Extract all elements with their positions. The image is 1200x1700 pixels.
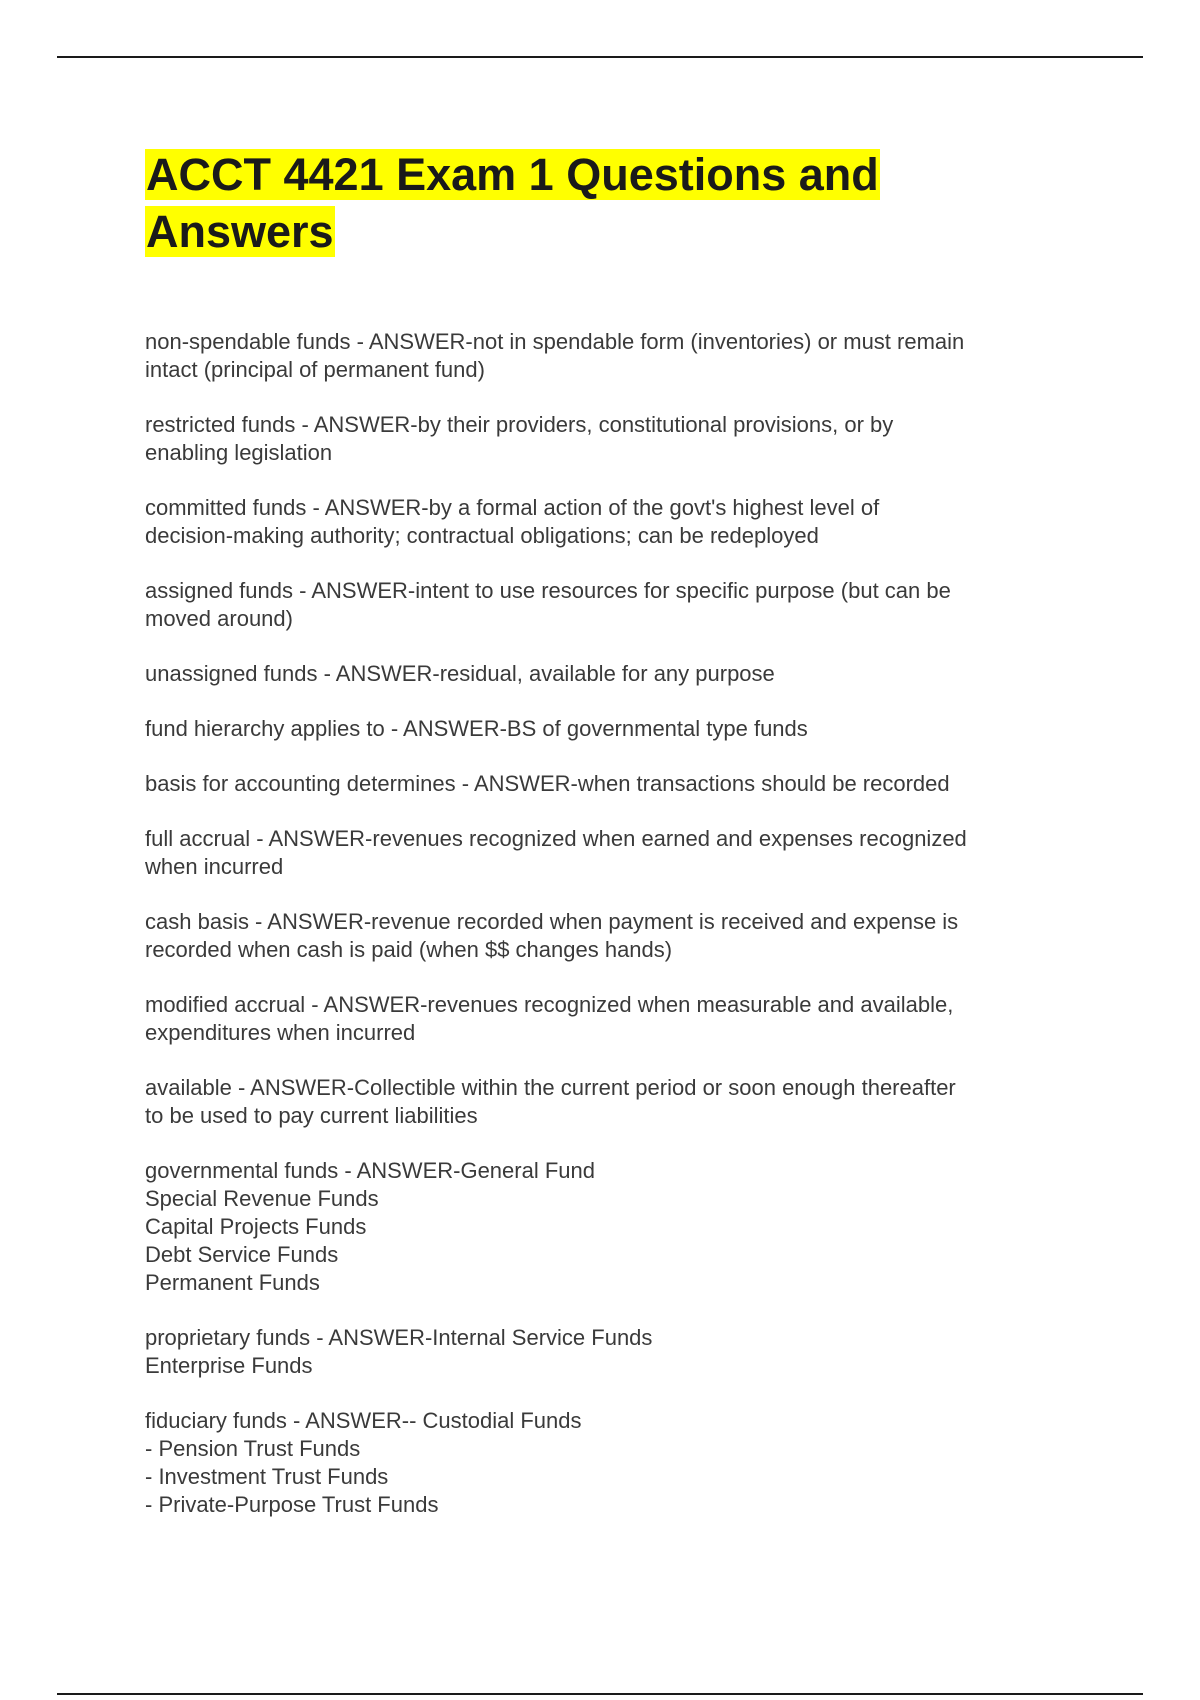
qa-item [145, 494, 1070, 550]
qa-answer-line: expenditures when incurred [145, 1020, 416, 1045]
title-block [145, 146, 1045, 260]
qa-answer-line: when incurred [145, 854, 284, 879]
qa-term-answer: restricted funds - ANSWER-by their providers, constitutional provisions, or by [145, 412, 894, 437]
title-line-2: Answers [146, 206, 334, 257]
qa-term-answer: unassigned funds - ANSWER-residual, available for any purpose [145, 661, 775, 686]
qa-answer-line: - Private-Purpose Trust Funds [145, 1492, 439, 1517]
qa-answer-line: - Investment Trust Funds [145, 1464, 389, 1489]
qa-answer-line: Capital Projects Funds [145, 1214, 367, 1239]
qa-term-answer: basis for accounting determines - ANSWER-when transactions should be recorded [145, 771, 950, 796]
bottom-divider [57, 1693, 1143, 1695]
qa-answer-line: Debt Service Funds [145, 1242, 339, 1267]
qa-item [145, 991, 1070, 1047]
qa-answer-line: - Pension Trust Funds [145, 1436, 361, 1461]
qa-item [145, 660, 1070, 688]
qa-item [145, 1074, 1070, 1130]
qa-term-answer: available - ANSWER-Collectible within the current period or soon enough thereafter [145, 1075, 956, 1100]
qa-term-answer: governmental funds - ANSWER-General Fund [145, 1158, 595, 1183]
qa-term-answer: full accrual - ANSWER-revenues recognized when earned and expenses recognized [145, 826, 967, 851]
qa-answer-line: Permanent Funds [145, 1270, 320, 1295]
document-title [145, 146, 1045, 260]
qa-term-answer: proprietary funds - ANSWER-Internal Service Funds [145, 1325, 653, 1350]
qa-term-answer: committed funds - ANSWER-by a formal action of the govt's highest level of [145, 495, 880, 520]
qa-item [145, 1407, 1070, 1519]
qa-answer-line: Enterprise Funds [145, 1353, 313, 1378]
qa-item [145, 908, 1070, 964]
qa-item [145, 577, 1070, 633]
qa-term-answer: assigned funds - ANSWER-intent to use resources for specific purpose (but can be [145, 578, 951, 603]
qa-item [145, 825, 1070, 881]
qa-answer-line: decision-making authority; contractual obligations; can be redeployed [145, 523, 819, 548]
top-divider [57, 56, 1143, 58]
qa-item [145, 715, 1070, 743]
qa-item [145, 1157, 1070, 1297]
qa-answer-line: moved around) [145, 606, 293, 631]
qa-answer-line: intact (principal of permanent fund) [145, 357, 485, 382]
title-line-1: ACCT 4421 Exam 1 Questions and [146, 149, 879, 200]
qa-answer-line: to be used to pay current liabilities [145, 1103, 478, 1128]
qa-item [145, 1324, 1070, 1380]
qa-item [145, 770, 1070, 798]
qa-item [145, 328, 1070, 384]
qa-answer-line: recorded when cash is paid (when $$ changes hands) [145, 937, 673, 962]
qa-answer-line: enabling legislation [145, 440, 333, 465]
qa-term-answer: non-spendable funds - ANSWER-not in spendable form (inventories) or must remain [145, 329, 965, 354]
qa-term-answer: fund hierarchy applies to - ANSWER-BS of governmental type funds [145, 716, 808, 741]
qa-item [145, 411, 1070, 467]
qa-term-answer: cash basis - ANSWER-revenue recorded when payment is received and expense is [145, 909, 959, 934]
qa-list [145, 328, 1070, 1546]
qa-answer-line: Special Revenue Funds [145, 1186, 379, 1211]
qa-term-answer: fiduciary funds - ANSWER-- Custodial Funds [145, 1408, 582, 1433]
qa-term-answer: modified accrual - ANSWER-revenues recognized when measurable and available, [145, 992, 954, 1017]
